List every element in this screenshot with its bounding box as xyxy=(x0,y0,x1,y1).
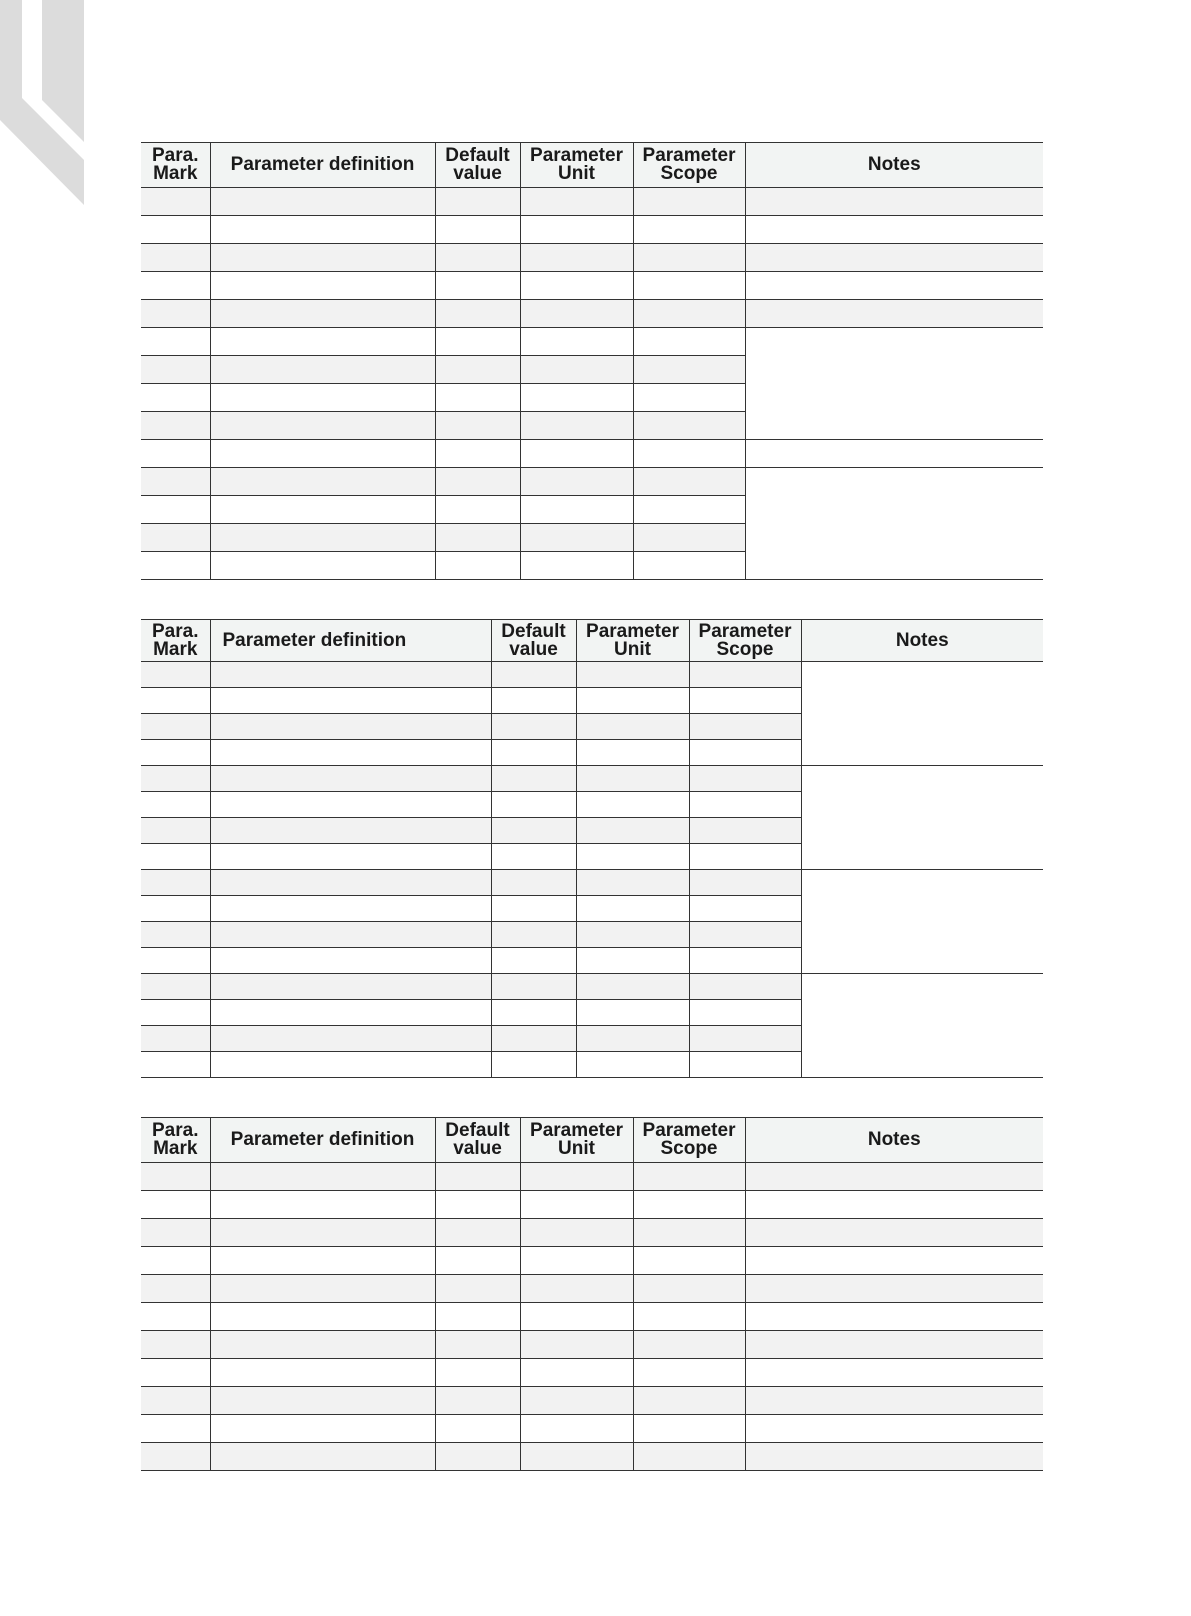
cell-parameter-unit[interactable] xyxy=(520,1359,633,1387)
cell-para-mark[interactable] xyxy=(141,1163,210,1191)
cell-parameter-scope[interactable] xyxy=(633,384,745,412)
cell-para-mark[interactable] xyxy=(141,328,210,356)
cell-default-value[interactable] xyxy=(491,766,576,792)
parameter-table-1 xyxy=(141,142,1043,580)
cell-parameter-definition[interactable] xyxy=(210,1443,435,1471)
cell-parameter-definition[interactable] xyxy=(210,272,435,300)
cell-default-value[interactable] xyxy=(435,524,520,552)
table-row xyxy=(141,244,1043,272)
cell-parameter-scope[interactable] xyxy=(633,1191,745,1219)
cell-parameter-definition[interactable] xyxy=(210,1415,435,1443)
cell-parameter-definition[interactable] xyxy=(210,792,491,818)
cell-para-mark[interactable] xyxy=(141,412,210,440)
cell-parameter-definition[interactable] xyxy=(210,974,491,1000)
cell-para-mark[interactable] xyxy=(141,468,210,496)
header-parameter-unit: Parameter Unit xyxy=(520,143,633,188)
cell-parameter-scope[interactable] xyxy=(633,1219,745,1247)
cell-parameter-unit[interactable] xyxy=(576,792,689,818)
cell-parameter-scope[interactable] xyxy=(689,844,801,870)
cell-parameter-unit[interactable] xyxy=(520,1163,633,1191)
cell-default-value[interactable] xyxy=(435,328,520,356)
table-row xyxy=(141,662,1043,688)
cell-para-mark[interactable] xyxy=(141,1000,210,1026)
cell-parameter-unit[interactable] xyxy=(520,1387,633,1415)
cell-default-value[interactable] xyxy=(491,714,576,740)
table-row xyxy=(141,1247,1043,1275)
table-row xyxy=(141,974,1043,1000)
cell-para-mark[interactable] xyxy=(141,714,210,740)
cell-para-mark[interactable] xyxy=(141,766,210,792)
cell-parameter-unit[interactable] xyxy=(576,766,689,792)
cell-parameter-unit[interactable] xyxy=(520,216,633,244)
cell-default-value[interactable] xyxy=(435,1331,520,1359)
header-parameter-unit: Parameter Unit xyxy=(576,620,689,662)
cell-parameter-unit[interactable] xyxy=(520,1443,633,1471)
cell-parameter-definition[interactable] xyxy=(210,244,435,272)
cell-parameter-unit[interactable] xyxy=(520,1303,633,1331)
table-row xyxy=(141,1331,1043,1359)
cell-default-value[interactable] xyxy=(435,188,520,216)
cell-default-value[interactable] xyxy=(435,412,520,440)
cell-parameter-scope[interactable] xyxy=(689,714,801,740)
cell-para-mark[interactable] xyxy=(141,1191,210,1219)
cell-para-mark[interactable] xyxy=(141,1359,210,1387)
cell-para-mark[interactable] xyxy=(141,440,210,468)
cell-parameter-definition[interactable] xyxy=(210,384,435,412)
cell-parameter-scope[interactable] xyxy=(633,1359,745,1387)
cell-notes[interactable] xyxy=(745,1359,1043,1387)
cell-parameter-definition[interactable] xyxy=(210,870,491,896)
cell-parameter-scope[interactable] xyxy=(689,1000,801,1026)
cell-notes[interactable] xyxy=(801,766,1043,870)
cell-parameter-definition[interactable] xyxy=(210,1247,435,1275)
cell-notes[interactable] xyxy=(745,1303,1043,1331)
table-row xyxy=(141,1443,1043,1471)
cell-default-value[interactable] xyxy=(435,384,520,412)
header-parameter-scope: Parameter Scope xyxy=(633,1118,745,1163)
table-row xyxy=(141,468,1043,496)
cell-parameter-definition[interactable] xyxy=(210,818,491,844)
cell-parameter-unit[interactable] xyxy=(576,1026,689,1052)
cell-default-value[interactable] xyxy=(491,870,576,896)
cell-notes[interactable] xyxy=(745,468,1043,580)
header-para-mark: Para. Mark xyxy=(141,143,210,188)
cell-para-mark[interactable] xyxy=(141,870,210,896)
cell-parameter-scope[interactable] xyxy=(689,922,801,948)
cell-parameter-unit[interactable] xyxy=(520,1415,633,1443)
cell-default-value[interactable] xyxy=(435,356,520,384)
header-parameter-definition: Parameter definition xyxy=(210,143,435,188)
cell-notes[interactable] xyxy=(801,662,1043,766)
cell-parameter-scope[interactable] xyxy=(633,356,745,384)
header-notes: Notes xyxy=(745,1118,1043,1163)
cell-parameter-definition[interactable] xyxy=(210,440,435,468)
cell-para-mark[interactable] xyxy=(141,356,210,384)
cell-parameter-scope[interactable] xyxy=(633,1275,745,1303)
cell-default-value[interactable] xyxy=(435,440,520,468)
cell-para-mark[interactable] xyxy=(141,896,210,922)
cell-para-mark[interactable] xyxy=(141,1387,210,1415)
table-row xyxy=(141,300,1043,328)
cell-default-value[interactable] xyxy=(491,1026,576,1052)
table-row xyxy=(141,1387,1043,1415)
cell-parameter-definition[interactable] xyxy=(210,688,491,714)
cell-parameter-unit[interactable] xyxy=(576,740,689,766)
cell-parameter-scope[interactable] xyxy=(689,766,801,792)
cell-parameter-unit[interactable] xyxy=(576,714,689,740)
cell-default-value[interactable] xyxy=(435,300,520,328)
table-row xyxy=(141,272,1043,300)
cell-default-value[interactable] xyxy=(435,1303,520,1331)
cell-parameter-scope[interactable] xyxy=(633,524,745,552)
cell-parameter-unit[interactable] xyxy=(520,1219,633,1247)
table-row xyxy=(141,1163,1043,1191)
cell-default-value[interactable] xyxy=(435,1415,520,1443)
cell-parameter-scope[interactable] xyxy=(689,688,801,714)
cell-parameter-scope[interactable] xyxy=(633,1303,745,1331)
cell-parameter-definition[interactable] xyxy=(210,1275,435,1303)
cell-parameter-scope[interactable] xyxy=(633,1415,745,1443)
cell-para-mark[interactable] xyxy=(141,1219,210,1247)
table-row xyxy=(141,1303,1043,1331)
cell-parameter-scope[interactable] xyxy=(633,552,745,580)
cell-parameter-definition[interactable] xyxy=(210,468,435,496)
cell-parameter-definition[interactable] xyxy=(210,300,435,328)
header-notes: Notes xyxy=(801,620,1043,662)
cell-parameter-scope[interactable] xyxy=(689,792,801,818)
cell-notes[interactable] xyxy=(745,1387,1043,1415)
cell-parameter-scope[interactable] xyxy=(633,216,745,244)
cell-parameter-unit[interactable] xyxy=(520,496,633,524)
cell-default-value[interactable] xyxy=(435,1275,520,1303)
cell-default-value[interactable] xyxy=(435,1359,520,1387)
table-row xyxy=(141,1191,1043,1219)
cell-default-value[interactable] xyxy=(435,1191,520,1219)
cell-default-value[interactable] xyxy=(435,1219,520,1247)
cell-parameter-unit[interactable] xyxy=(576,922,689,948)
cell-notes[interactable] xyxy=(801,974,1043,1078)
cell-default-value[interactable] xyxy=(435,272,520,300)
cell-parameter-definition[interactable] xyxy=(210,1331,435,1359)
cell-parameter-definition[interactable] xyxy=(210,896,491,922)
cell-para-mark[interactable] xyxy=(141,524,210,552)
cell-parameter-definition[interactable] xyxy=(210,1303,435,1331)
cell-parameter-scope[interactable] xyxy=(689,740,801,766)
cell-notes[interactable] xyxy=(745,1247,1043,1275)
cell-parameter-unit[interactable] xyxy=(576,818,689,844)
cell-parameter-definition[interactable] xyxy=(210,1359,435,1387)
cell-parameter-unit[interactable] xyxy=(520,1275,633,1303)
cell-parameter-scope[interactable] xyxy=(633,496,745,524)
cell-parameter-definition[interactable] xyxy=(210,216,435,244)
cell-parameter-unit[interactable] xyxy=(576,1052,689,1078)
header-default-value: Default value xyxy=(491,620,576,662)
cell-para-mark[interactable] xyxy=(141,188,210,216)
cell-default-value[interactable] xyxy=(435,1443,520,1471)
cell-notes[interactable] xyxy=(745,1415,1043,1443)
cell-default-value[interactable] xyxy=(435,216,520,244)
cell-para-mark[interactable] xyxy=(141,1443,210,1471)
cell-parameter-unit[interactable] xyxy=(576,662,689,688)
cell-para-mark[interactable] xyxy=(141,1303,210,1331)
parameter-table-3 xyxy=(141,1117,1043,1471)
cell-default-value[interactable] xyxy=(491,1000,576,1026)
cell-notes[interactable] xyxy=(745,1191,1043,1219)
cell-notes[interactable] xyxy=(745,216,1043,244)
header-parameter-scope: Parameter Scope xyxy=(633,143,745,188)
cell-parameter-unit[interactable] xyxy=(520,412,633,440)
cell-notes[interactable] xyxy=(801,870,1043,974)
cell-parameter-definition[interactable] xyxy=(210,662,491,688)
cell-parameter-scope[interactable] xyxy=(633,1163,745,1191)
cell-default-value[interactable] xyxy=(491,1052,576,1078)
cell-parameter-scope[interactable] xyxy=(633,1247,745,1275)
cell-default-value[interactable] xyxy=(435,468,520,496)
cell-parameter-scope[interactable] xyxy=(633,244,745,272)
cell-parameter-definition[interactable] xyxy=(210,1026,491,1052)
cell-para-mark[interactable] xyxy=(141,662,210,688)
cell-default-value[interactable] xyxy=(435,496,520,524)
cell-parameter-scope[interactable] xyxy=(633,1331,745,1359)
cell-default-value[interactable] xyxy=(491,896,576,922)
cell-parameter-definition[interactable] xyxy=(210,412,435,440)
cell-para-mark[interactable] xyxy=(141,1331,210,1359)
cell-parameter-definition[interactable] xyxy=(210,1191,435,1219)
cell-parameter-scope[interactable] xyxy=(633,272,745,300)
cell-parameter-unit[interactable] xyxy=(520,300,633,328)
cell-parameter-scope[interactable] xyxy=(633,412,745,440)
cell-parameter-unit[interactable] xyxy=(520,440,633,468)
header-default-value: Default value xyxy=(435,143,520,188)
cell-parameter-scope[interactable] xyxy=(689,896,801,922)
cell-notes[interactable] xyxy=(745,244,1043,272)
cell-parameter-unit[interactable] xyxy=(576,844,689,870)
cell-parameter-scope[interactable] xyxy=(689,1026,801,1052)
cell-default-value[interactable] xyxy=(435,1163,520,1191)
cell-default-value[interactable] xyxy=(491,974,576,1000)
cell-para-mark[interactable] xyxy=(141,1275,210,1303)
cell-default-value[interactable] xyxy=(491,688,576,714)
cell-parameter-definition[interactable] xyxy=(210,1387,435,1415)
header-parameter-scope: Parameter Scope xyxy=(689,620,801,662)
cell-parameter-unit[interactable] xyxy=(520,1331,633,1359)
cell-parameter-unit[interactable] xyxy=(520,552,633,580)
header-parameter-unit: Parameter Unit xyxy=(520,1118,633,1163)
cell-parameter-definition[interactable] xyxy=(210,552,435,580)
cell-parameter-definition[interactable] xyxy=(210,948,491,974)
cell-parameter-definition[interactable] xyxy=(210,714,491,740)
cell-parameter-unit[interactable] xyxy=(520,524,633,552)
cell-para-mark[interactable] xyxy=(141,272,210,300)
cell-notes[interactable] xyxy=(745,1219,1043,1247)
cell-parameter-unit[interactable] xyxy=(576,948,689,974)
header-default-value: Default value xyxy=(435,1118,520,1163)
cell-para-mark[interactable] xyxy=(141,688,210,714)
cell-default-value[interactable] xyxy=(491,948,576,974)
header-para-mark: Para. Mark xyxy=(141,1118,210,1163)
cell-default-value[interactable] xyxy=(491,792,576,818)
cell-parameter-unit[interactable] xyxy=(576,688,689,714)
cell-para-mark[interactable] xyxy=(141,300,210,328)
cell-parameter-definition[interactable] xyxy=(210,1163,435,1191)
cell-parameter-unit[interactable] xyxy=(520,188,633,216)
cell-notes[interactable] xyxy=(745,300,1043,328)
cell-parameter-scope[interactable] xyxy=(689,974,801,1000)
table-row xyxy=(141,1359,1043,1387)
cell-default-value[interactable] xyxy=(435,552,520,580)
cell-default-value[interactable] xyxy=(491,844,576,870)
cell-parameter-definition[interactable] xyxy=(210,1052,491,1078)
cell-para-mark[interactable] xyxy=(141,1026,210,1052)
cell-parameter-scope[interactable] xyxy=(633,188,745,216)
cell-parameter-definition[interactable] xyxy=(210,356,435,384)
cell-default-value[interactable] xyxy=(491,922,576,948)
cell-notes[interactable] xyxy=(745,440,1043,468)
cell-notes[interactable] xyxy=(745,328,1043,440)
table-row xyxy=(141,1415,1043,1443)
parameter-table-2 xyxy=(141,619,1043,1078)
cell-para-mark[interactable] xyxy=(141,818,210,844)
cell-parameter-unit[interactable] xyxy=(520,384,633,412)
cell-parameter-definition[interactable] xyxy=(210,188,435,216)
cell-parameter-scope[interactable] xyxy=(689,870,801,896)
header-notes: Notes xyxy=(745,143,1043,188)
cell-para-mark[interactable] xyxy=(141,244,210,272)
cell-parameter-definition[interactable] xyxy=(210,844,491,870)
cell-parameter-unit[interactable] xyxy=(520,244,633,272)
cell-para-mark[interactable] xyxy=(141,948,210,974)
table-row xyxy=(141,328,1043,356)
cell-default-value[interactable] xyxy=(435,1387,520,1415)
cell-parameter-definition[interactable] xyxy=(210,524,435,552)
cell-para-mark[interactable] xyxy=(141,384,210,412)
table-row xyxy=(141,188,1043,216)
cell-parameter-unit[interactable] xyxy=(576,1000,689,1026)
corner-decoration xyxy=(0,0,90,210)
header-para-mark: Para. Mark xyxy=(141,620,210,662)
cell-parameter-unit[interactable] xyxy=(576,870,689,896)
cell-parameter-definition[interactable] xyxy=(210,922,491,948)
cell-notes[interactable] xyxy=(745,1163,1043,1191)
cell-parameter-unit[interactable] xyxy=(520,328,633,356)
table-row xyxy=(141,216,1043,244)
cell-notes[interactable] xyxy=(745,188,1043,216)
cell-para-mark[interactable] xyxy=(141,552,210,580)
cell-default-value[interactable] xyxy=(491,740,576,766)
table-row xyxy=(141,766,1043,792)
table-row xyxy=(141,1275,1043,1303)
cell-notes[interactable] xyxy=(745,1275,1043,1303)
cell-para-mark[interactable] xyxy=(141,1415,210,1443)
cell-parameter-definition[interactable] xyxy=(210,496,435,524)
cell-para-mark[interactable] xyxy=(141,496,210,524)
cell-parameter-scope[interactable] xyxy=(633,1387,745,1415)
cell-default-value[interactable] xyxy=(435,244,520,272)
header-parameter-definition: Parameter definition xyxy=(210,1118,435,1163)
cell-parameter-scope[interactable] xyxy=(633,300,745,328)
cell-parameter-definition[interactable] xyxy=(210,740,491,766)
cell-parameter-unit[interactable] xyxy=(520,1247,633,1275)
cell-parameter-unit[interactable] xyxy=(520,356,633,384)
cell-para-mark[interactable] xyxy=(141,844,210,870)
cell-parameter-definition[interactable] xyxy=(210,328,435,356)
cell-parameter-scope[interactable] xyxy=(633,468,745,496)
header-parameter-definition: Parameter definition xyxy=(210,620,491,662)
cell-para-mark[interactable] xyxy=(141,974,210,1000)
cell-parameter-unit[interactable] xyxy=(576,974,689,1000)
cell-parameter-unit[interactable] xyxy=(520,468,633,496)
cell-notes[interactable] xyxy=(745,272,1043,300)
cell-para-mark[interactable] xyxy=(141,1247,210,1275)
cell-parameter-definition[interactable] xyxy=(210,1219,435,1247)
cell-para-mark[interactable] xyxy=(141,1052,210,1078)
cell-notes[interactable] xyxy=(745,1443,1043,1471)
cell-parameter-unit[interactable] xyxy=(520,1191,633,1219)
table-row xyxy=(141,1219,1043,1247)
cell-para-mark[interactable] xyxy=(141,216,210,244)
cell-parameter-definition[interactable] xyxy=(210,766,491,792)
cell-notes[interactable] xyxy=(745,1331,1043,1359)
cell-parameter-definition[interactable] xyxy=(210,1000,491,1026)
cell-para-mark[interactable] xyxy=(141,922,210,948)
cell-para-mark[interactable] xyxy=(141,740,210,766)
cell-parameter-scope[interactable] xyxy=(689,662,801,688)
cell-parameter-scope[interactable] xyxy=(633,1443,745,1471)
cell-parameter-unit[interactable] xyxy=(576,896,689,922)
cell-para-mark[interactable] xyxy=(141,792,210,818)
cell-parameter-scope[interactable] xyxy=(689,1052,801,1078)
cell-parameter-unit[interactable] xyxy=(520,272,633,300)
cell-parameter-scope[interactable] xyxy=(633,328,745,356)
cell-parameter-scope[interactable] xyxy=(689,818,801,844)
cell-default-value[interactable] xyxy=(491,818,576,844)
cell-default-value[interactable] xyxy=(435,1247,520,1275)
cell-parameter-scope[interactable] xyxy=(689,948,801,974)
table-row xyxy=(141,440,1043,468)
cell-default-value[interactable] xyxy=(491,662,576,688)
table-row xyxy=(141,870,1043,896)
cell-parameter-scope[interactable] xyxy=(633,440,745,468)
